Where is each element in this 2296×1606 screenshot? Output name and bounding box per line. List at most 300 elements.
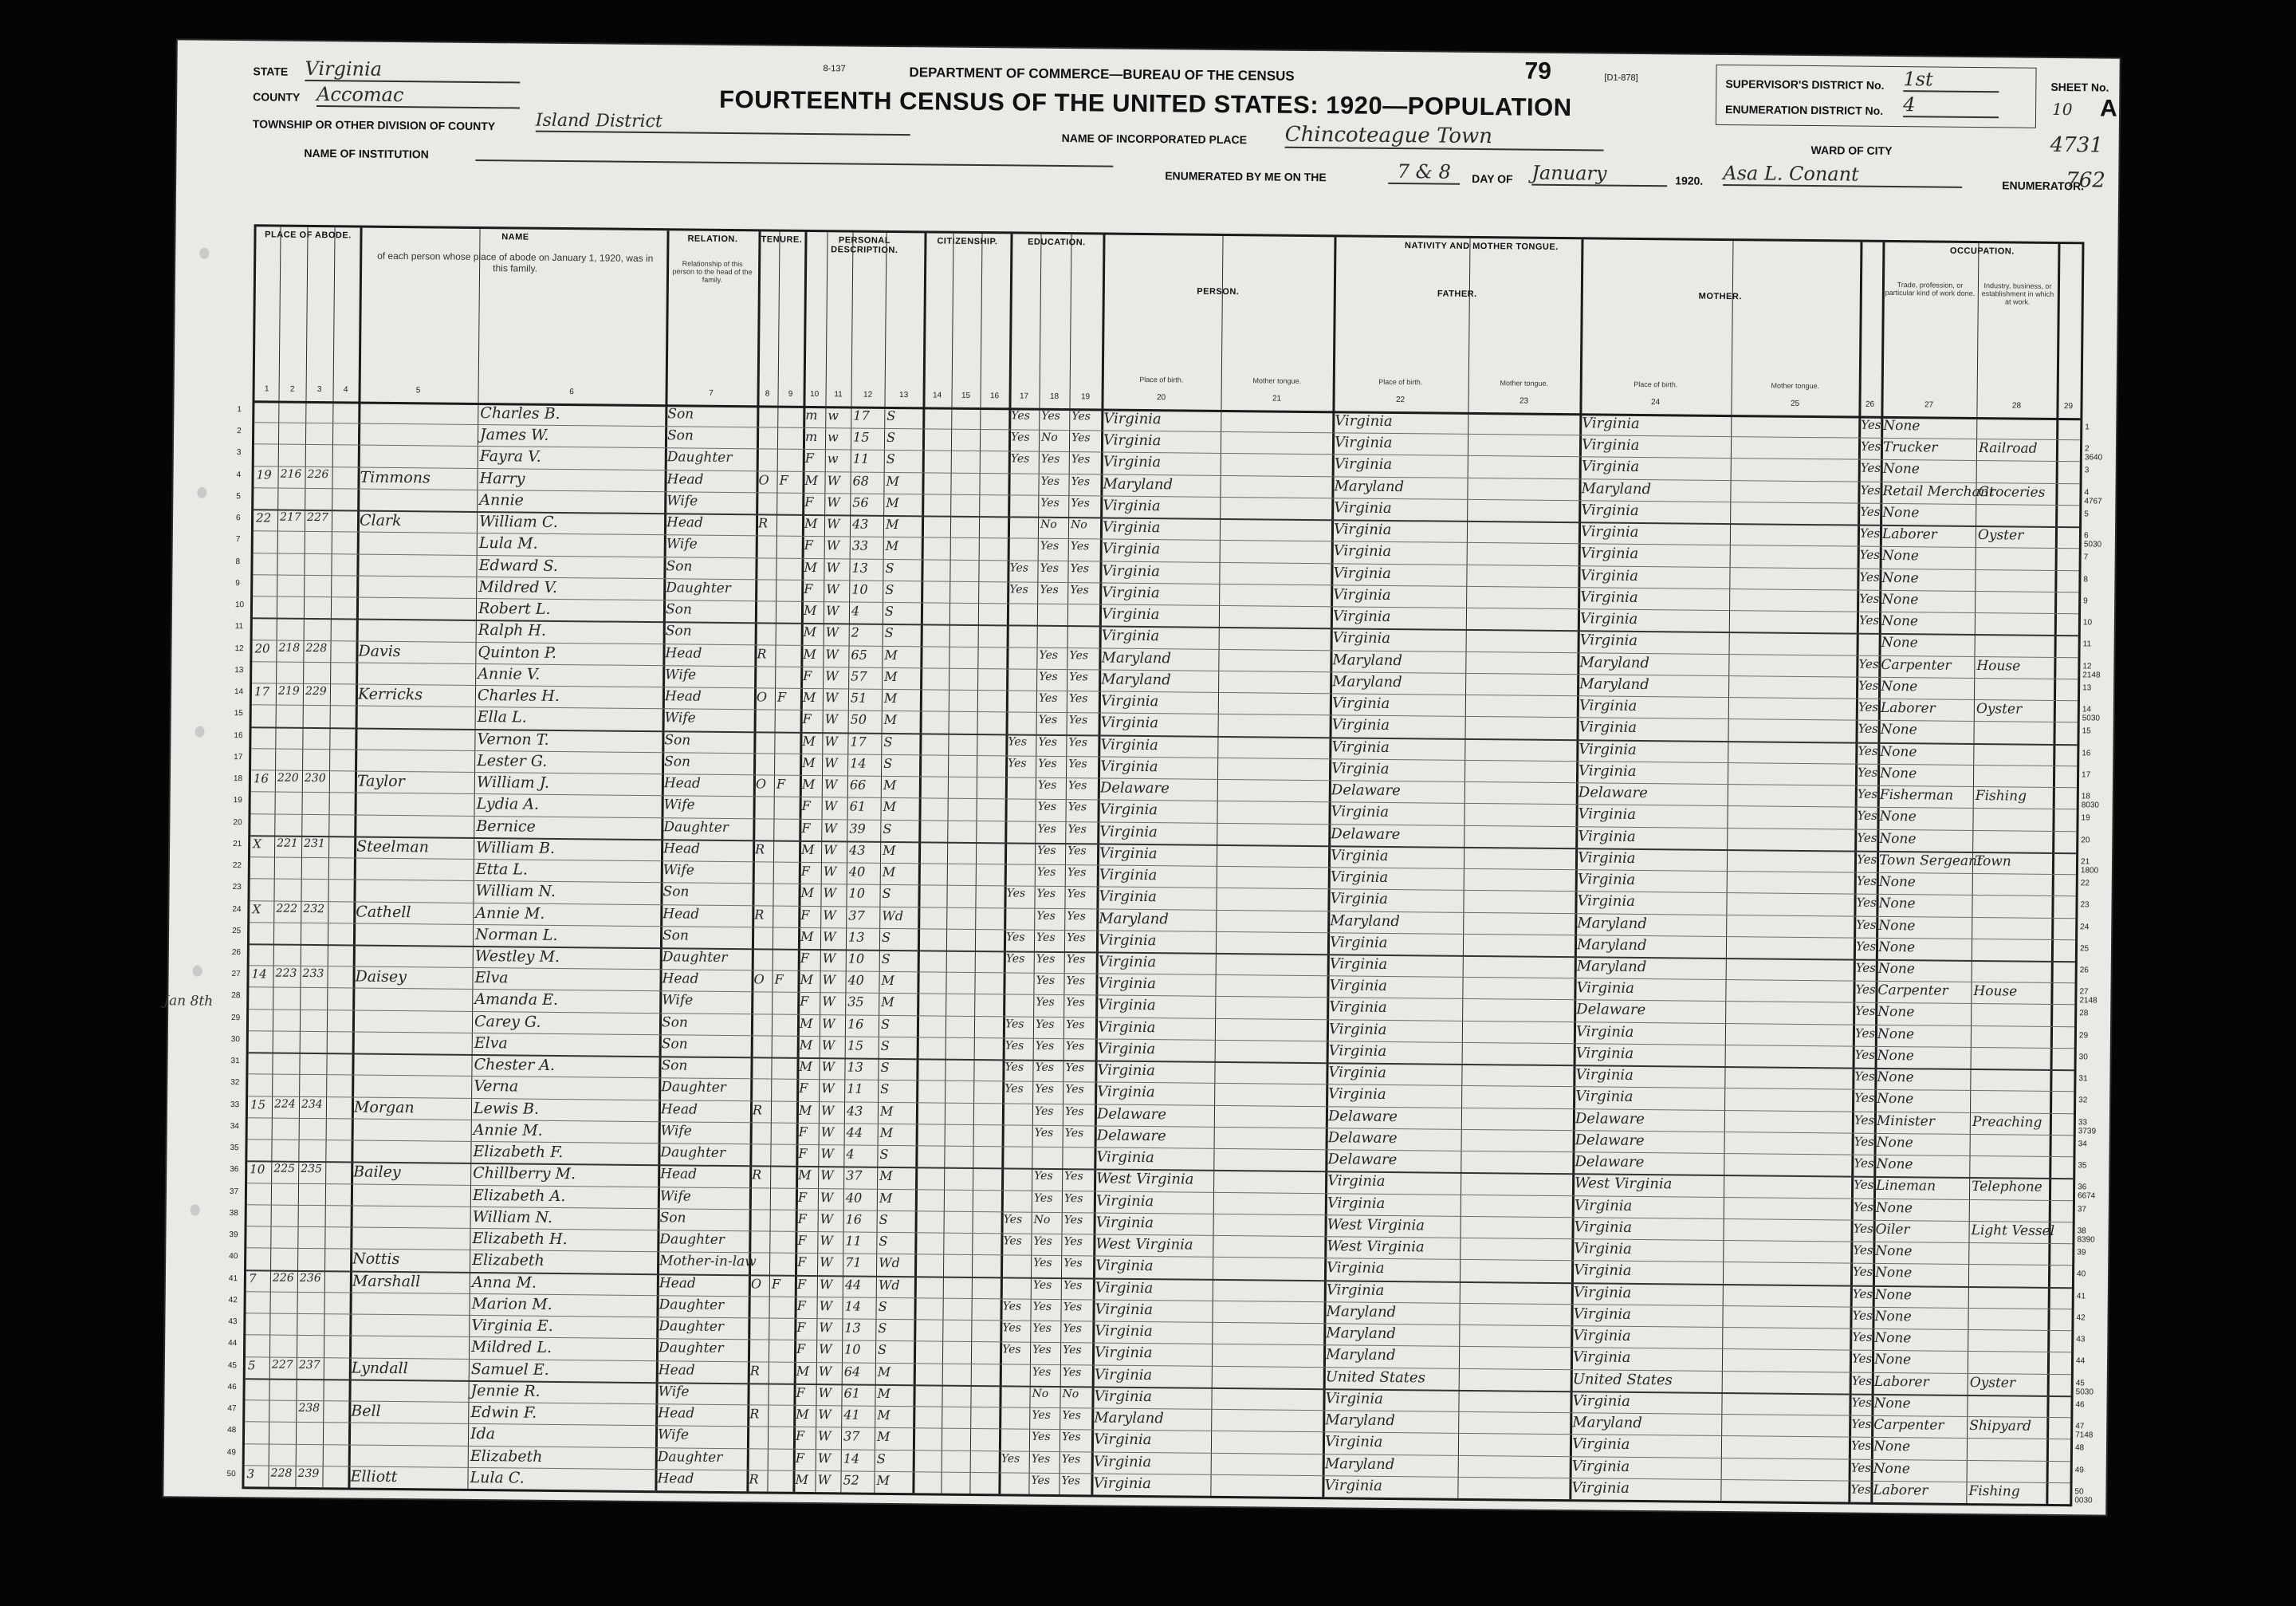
cell-name: Elva — [474, 1033, 508, 1053]
cell-dwell: 220 — [277, 771, 299, 785]
cell-race: W — [823, 885, 837, 901]
cell-write: Yes — [1067, 801, 1087, 814]
cell-read: Yes — [1034, 1126, 1054, 1140]
cell-mar: M — [883, 799, 897, 815]
cell-sex: M — [798, 1167, 812, 1183]
cell-age: 40 — [848, 864, 866, 880]
cell-trade: Town Sergeant — [1878, 852, 1983, 869]
cell-mar: M — [879, 1168, 893, 1184]
cell-write: Yes — [1063, 1278, 1083, 1292]
cell-name: Lewis B. — [473, 1099, 540, 1118]
row-number: 48 — [227, 1426, 237, 1435]
cell-read: Yes — [1038, 735, 1057, 749]
cell-mar: M — [883, 712, 898, 728]
cell-street: 7 — [248, 1270, 257, 1285]
cell-trade: None — [1882, 461, 1920, 478]
cell-mar: S — [883, 821, 892, 836]
cell-name: Anna M. — [471, 1273, 537, 1292]
cell-surname: Bailey — [353, 1163, 401, 1182]
cell-rel: Son — [665, 601, 692, 618]
cell-birth: Virginia — [1101, 605, 1160, 624]
cell-fbirth: Virginia — [1329, 998, 1387, 1017]
row-number: 20 — [233, 817, 242, 827]
punch-hole — [193, 966, 202, 977]
cell-read: Yes — [1036, 952, 1056, 966]
cell-own: O — [756, 689, 768, 705]
cell-eng: Yes — [1853, 1242, 1873, 1258]
cell-name: Robert L. — [478, 600, 551, 619]
cell-trade: None — [1876, 1156, 1913, 1173]
cell-read: Yes — [1033, 1234, 1052, 1249]
father-tongue-header: Mother tongue. — [1500, 379, 1549, 388]
cell-name: Marion M. — [471, 1294, 552, 1313]
cell-name: William C. — [478, 513, 558, 532]
cell-trade: None — [1877, 1069, 1914, 1086]
cell-trade: None — [1879, 765, 1917, 782]
department-heading: DEPARTMENT OF COMMERCE—BUREAU OF THE CENSUS — [909, 65, 1295, 84]
cell-fbirth: Virginia — [1333, 586, 1391, 604]
cell-mbirth: Delaware — [1576, 1001, 1646, 1019]
cell-read: Yes — [1039, 648, 1059, 662]
cell-race: W — [823, 864, 837, 880]
cell-name: Mildred L. — [470, 1338, 552, 1357]
cell-sex: M — [799, 1059, 812, 1075]
cell-mar: Wd — [878, 1277, 900, 1293]
cell-eng: Yes — [1854, 1069, 1875, 1084]
cell-fbirth: Maryland — [1326, 1303, 1397, 1321]
cell-race: W — [826, 537, 840, 553]
cell-write: Yes — [1063, 1191, 1083, 1205]
cell-street: 14 — [251, 966, 267, 982]
cell-rel: Daughter — [666, 449, 733, 466]
cell-read: Yes — [1032, 1321, 1052, 1336]
cell-street: 5 — [247, 1357, 256, 1372]
cell-school: Yes — [1002, 1321, 1021, 1335]
cell-eng: Yes — [1851, 1351, 1873, 1367]
cell-birth: Virginia — [1099, 844, 1158, 862]
cell-write: Yes — [1070, 540, 1090, 553]
cell-read: Yes — [1038, 691, 1058, 706]
cell-street: 15 — [250, 1096, 266, 1112]
cell-mort: F — [779, 472, 788, 488]
column-number: 27 — [1924, 400, 1934, 410]
cell-name: Virginia E. — [471, 1317, 553, 1336]
cell-age: 44 — [846, 1124, 863, 1140]
row-number: 8 — [235, 557, 241, 566]
cell-write: Yes — [1071, 497, 1090, 510]
cell-surname: Cathell — [356, 903, 411, 921]
cell-fam: 229 — [305, 685, 327, 699]
cell-fbirth: Virginia — [1334, 455, 1393, 474]
group-mother: MOTHER. — [1698, 291, 1742, 302]
cell-sex: F — [800, 907, 810, 923]
cell-eng: Yes — [1851, 1395, 1872, 1410]
cell-rel: Daughter — [663, 818, 729, 836]
cell-age: 13 — [844, 1320, 861, 1336]
cell-mar: S — [885, 581, 894, 597]
group-father: FATHER. — [1437, 289, 1477, 300]
cell-mar: S — [879, 1211, 888, 1227]
cell-race: W — [818, 1363, 832, 1379]
row-number-right: 15 — [2082, 726, 2091, 736]
cell-fam: 226 — [307, 467, 329, 481]
cell-race: W — [819, 1341, 832, 1357]
cell-mbirth: Virginia — [1572, 1348, 1631, 1367]
cell-trade: None — [1875, 1199, 1913, 1216]
cell-read: Yes — [1038, 714, 1058, 727]
enumerated-label: ENUMERATED BY ME ON THE — [1165, 169, 1327, 184]
cell-fbirth: Virginia — [1330, 868, 1389, 887]
cell-mar: M — [876, 1429, 890, 1445]
row-number-right: 34 — [2078, 1140, 2087, 1149]
cell-mar: M — [886, 473, 900, 489]
row-number: 21 — [233, 839, 242, 848]
cell-fbirth: Delaware — [1327, 1151, 1398, 1169]
cell-age: 44 — [844, 1277, 862, 1293]
cell-rel: Son — [661, 1036, 688, 1053]
cell-mbirth: Virginia — [1574, 1196, 1633, 1214]
cell-surname: Nottis — [352, 1250, 400, 1269]
cell-sex: M — [804, 559, 817, 575]
cell-rel: Daughter — [657, 1448, 723, 1466]
cell-fbirth: Virginia — [1325, 1390, 1384, 1407]
month-value: January — [1531, 162, 1667, 187]
cell-name: Verna — [474, 1077, 519, 1096]
row-number-right: 45 5030 — [2075, 1378, 2094, 1397]
institution-label: NAME OF INSTITUTION — [304, 146, 429, 161]
cell-eng: Yes — [1854, 1025, 1876, 1041]
person-birth-header: Place of birth. — [1139, 375, 1184, 384]
cell-mbirth: Virginia — [1575, 1045, 1634, 1062]
cell-age: 65 — [851, 647, 867, 663]
cell-trade: Laborer — [1873, 1482, 1928, 1499]
cell-age: 37 — [843, 1428, 860, 1444]
cell-surname: Elliott — [350, 1467, 398, 1486]
cell-race: w — [827, 429, 839, 445]
cell-race: W — [820, 1233, 833, 1249]
cell-mar: S — [878, 1320, 887, 1336]
cell-mbirth: Virginia — [1573, 1262, 1632, 1280]
cell-mbirth: Virginia — [1580, 566, 1638, 585]
cell-age: 16 — [845, 1211, 863, 1227]
cell-write: Yes — [1067, 844, 1087, 858]
cell-birth: Virginia — [1095, 1192, 1154, 1210]
cell-ind: Oyster — [1977, 527, 2024, 544]
cell-name: Samuel E. — [470, 1360, 549, 1379]
cell-eng: Yes — [1854, 1047, 1875, 1062]
cell-birth: Delaware — [1096, 1105, 1167, 1123]
cell-birth: Virginia — [1103, 497, 1161, 515]
cell-mbirth: Maryland — [1576, 936, 1647, 954]
cell-name: Vernon T. — [477, 730, 549, 749]
cell-ind: House — [1973, 983, 2018, 1000]
cell-birth: Virginia — [1098, 996, 1156, 1014]
cell-mar: S — [881, 929, 891, 945]
cell-age: 11 — [847, 1081, 863, 1097]
cell-race: W — [824, 755, 838, 771]
cell-own: R — [749, 1471, 759, 1487]
row-number: 18 — [233, 774, 243, 784]
cell-name: William B. — [476, 838, 556, 857]
cell-sex: M — [796, 1363, 810, 1379]
cell-write: No — [1062, 1387, 1079, 1401]
cell-own: R — [757, 645, 767, 662]
cell-trade: None — [1879, 830, 1917, 847]
cell-mar: S — [879, 1147, 889, 1163]
cell-street: 22 — [255, 510, 272, 525]
group-name: NAME — [501, 232, 529, 242]
cell-race: W — [824, 798, 838, 814]
cell-read: Yes — [1040, 453, 1060, 466]
cell-mbirth: Virginia — [1573, 1283, 1632, 1301]
cell-read: Yes — [1035, 1018, 1055, 1031]
column-number: 29 — [2063, 402, 2074, 411]
cell-fam: 232 — [303, 902, 325, 915]
cell-mar: M — [884, 668, 898, 684]
cell-read: Yes — [1040, 583, 1059, 596]
cell-sex: F — [801, 798, 811, 814]
cell-write: Yes — [1066, 974, 1086, 988]
cell-ind: Railroad — [1978, 440, 2038, 458]
cell-race: W — [824, 733, 838, 749]
cell-age: 43 — [846, 1103, 863, 1119]
cell-name: Elva — [474, 969, 509, 987]
cell-name: Ida — [470, 1425, 496, 1443]
cell-race: W — [825, 603, 839, 619]
cell-mbirth: Virginia — [1578, 827, 1636, 845]
cell-own: R — [757, 515, 769, 531]
cell-own: R — [749, 1362, 760, 1378]
cell-rel: Wife — [657, 1427, 690, 1443]
cell-age: 40 — [845, 1190, 863, 1206]
cell-eng: Yes — [1858, 699, 1879, 714]
name-column-description: of each person whose place of abode on January 1, 1920, was in this family. — [377, 250, 654, 274]
cell-school: Yes — [1011, 409, 1030, 423]
cell-birth: Virginia — [1102, 584, 1160, 602]
cell-school: Yes — [1003, 1234, 1022, 1248]
cell-age: 13 — [847, 929, 865, 945]
row-number-right: 19 — [2081, 813, 2090, 823]
cell-fam: 235 — [301, 1163, 323, 1176]
day-of-label: DAY OF — [1472, 171, 1513, 186]
row-number-right: 3 — [2084, 466, 2090, 475]
cell-school: Yes — [1009, 561, 1029, 575]
cell-birth: Virginia — [1095, 1257, 1154, 1275]
row-number-right: 22 — [2080, 879, 2090, 888]
cell-own: R — [752, 1167, 762, 1183]
cell-sex: M — [798, 1102, 812, 1118]
cell-fbirth: Virginia — [1327, 1194, 1386, 1212]
township-label: TOWNSHIP OR OTHER DIVISION OF COUNTY — [252, 117, 496, 133]
row-number-right: 12 2148 — [2082, 661, 2101, 680]
cell-fbirth: Virginia — [1331, 716, 1390, 734]
row-number: 41 — [228, 1273, 238, 1283]
row-number: 44 — [228, 1339, 238, 1348]
cell-birth: Virginia — [1095, 1279, 1154, 1297]
cell-eng: Yes — [1855, 960, 1877, 975]
cell-race: W — [818, 1407, 832, 1423]
supervisor-value: 1st — [1903, 68, 1999, 93]
cell-eng: Yes — [1859, 548, 1880, 563]
row-number: 42 — [228, 1295, 238, 1305]
cell-school: Yes — [1005, 1082, 1024, 1096]
group-abode: PLACE OF ABODE. — [265, 230, 352, 241]
cell-write: Yes — [1071, 431, 1091, 445]
column-number: 19 — [1080, 392, 1091, 402]
cell-race: W — [821, 1015, 835, 1032]
cell-fbirth: Maryland — [1330, 911, 1400, 930]
column-number: 20 — [1156, 393, 1166, 403]
cell-sex: m — [805, 407, 818, 423]
cell-eng: Yes — [1850, 1438, 1872, 1454]
cell-own: O — [755, 776, 767, 792]
cell-mar: M — [884, 647, 898, 663]
cell-trade: None — [1880, 722, 1917, 738]
cell-trade: Carpenter — [1873, 1416, 1944, 1434]
cell-mar: S — [881, 951, 890, 966]
column-number: 25 — [1790, 399, 1800, 408]
cell-sex: F — [796, 1319, 806, 1336]
cell-school: Yes — [1005, 931, 1025, 944]
cell-fbirth: Maryland — [1334, 478, 1405, 495]
cell-mbirth: Virginia — [1580, 588, 1638, 606]
cell-race: W — [827, 494, 840, 510]
cell-rel: Son — [665, 623, 692, 640]
cell-birth: Virginia — [1097, 1083, 1155, 1101]
cell-eng: Yes — [1850, 1460, 1872, 1475]
cell-mort: F — [776, 776, 786, 792]
cell-age: 2 — [851, 624, 860, 640]
row-number: 36 — [230, 1165, 239, 1175]
cell-name: Annie M. — [473, 1120, 543, 1140]
row-number-right: 37 — [2077, 1204, 2087, 1214]
cell-mbirth: Virginia — [1577, 849, 1636, 867]
cell-mar: M — [881, 994, 894, 1010]
cell-write: Yes — [1067, 822, 1087, 836]
row-number-right: 24 — [2080, 922, 2090, 931]
cell-mar: S — [884, 604, 894, 620]
cell-read: Yes — [1035, 1061, 1055, 1075]
cell-eng: Yes — [1852, 1286, 1873, 1301]
sheet-letter: A — [2099, 95, 2117, 122]
cell-fbirth: Virginia — [1330, 847, 1389, 864]
cell-fam: 237 — [298, 1358, 320, 1372]
cell-trade: None — [1874, 1329, 1912, 1347]
cell-read: Yes — [1032, 1278, 1052, 1292]
cell-mbirth: Virginia — [1571, 1457, 1630, 1475]
cell-race: W — [819, 1276, 833, 1292]
cell-mort: F — [774, 971, 784, 987]
cell-name: Edward S. — [478, 556, 558, 575]
cell-birth: Delaware — [1099, 779, 1170, 797]
cell-birth: Virginia — [1102, 518, 1161, 537]
cell-read: Yes — [1037, 844, 1056, 857]
margin-note: Jan 8th — [163, 993, 214, 1010]
mother-birth-header: Place of birth. — [1634, 380, 1678, 389]
cell-read: Yes — [1040, 540, 1060, 553]
cell-read: Yes — [1033, 1191, 1053, 1205]
cell-read: No — [1040, 518, 1057, 532]
cell-age: 14 — [844, 1298, 862, 1314]
cell-fbirth: Virginia — [1329, 934, 1388, 951]
cell-write: Yes — [1061, 1452, 1081, 1466]
cell-mbirth: Virginia — [1578, 805, 1637, 824]
cell-trade: Laborer — [1873, 1373, 1929, 1391]
ward-value: 4731 — [2050, 132, 2103, 158]
row-number-right: 25 — [2079, 944, 2090, 954]
cell-rel: Head — [662, 905, 700, 923]
row-number: 14 — [234, 687, 244, 697]
row-number-right: 38 8390 — [2077, 1226, 2095, 1245]
cell-read: Yes — [1041, 409, 1060, 423]
cell-dwell: 222 — [276, 902, 298, 915]
cell-write: Yes — [1063, 1344, 1082, 1357]
column-number: 14 — [932, 391, 942, 400]
cell-birth: Virginia — [1095, 1214, 1154, 1232]
cell-trade: None — [1881, 613, 1919, 630]
row-number-right: 8 — [2083, 575, 2089, 585]
person-tongue-header: Mother tongue. — [1252, 376, 1302, 385]
cell-read: No — [1033, 1213, 1051, 1226]
cell-dwell: 226 — [272, 1271, 294, 1285]
row-number-right: 42 — [2076, 1313, 2086, 1323]
cell-race: W — [826, 581, 839, 597]
cell-trade: Lineman — [1876, 1178, 1936, 1195]
cell-trade: None — [1877, 1025, 1915, 1043]
cell-age: 17 — [853, 407, 870, 423]
cell-birth: Maryland — [1099, 910, 1169, 927]
cell-ind: Fishing — [1975, 788, 2027, 805]
cell-sex: M — [803, 624, 817, 640]
cell-fbirth: West Virginia — [1327, 1216, 1425, 1234]
cell-birth: Virginia — [1096, 1148, 1154, 1167]
cell-race: W — [819, 1320, 832, 1336]
cell-school: Yes — [1002, 1343, 1021, 1356]
cell-race: W — [820, 1167, 834, 1183]
cell-age: 13 — [847, 1059, 863, 1075]
cell-mar: M — [879, 1103, 894, 1119]
enumerator-value: Asa L. Conant — [1723, 162, 1962, 188]
row-number: 46 — [227, 1382, 237, 1391]
cell-race: W — [820, 1102, 835, 1118]
cell-eng: Yes — [1858, 765, 1878, 780]
cell-birth: Maryland — [1103, 475, 1174, 494]
cell-mbirth: Maryland — [1581, 479, 1652, 498]
cell-sex: M — [804, 472, 819, 488]
cell-eng: Yes — [1859, 591, 1880, 606]
cell-birth: Virginia — [1097, 1061, 1155, 1080]
cell-age: 61 — [849, 798, 867, 814]
cell-mar: S — [878, 1342, 887, 1358]
cell-mort: F — [776, 689, 787, 705]
cell-eng: Yes — [1854, 1155, 1874, 1171]
row-number: 4 — [236, 470, 242, 479]
cell-name: Charles H. — [477, 687, 560, 706]
cell-eng: Yes — [1851, 1416, 1872, 1431]
row-number: 35 — [230, 1143, 239, 1153]
cell-mbirth: United States — [1572, 1370, 1673, 1388]
cell-name: Harry — [479, 469, 525, 488]
column-number: 8 — [765, 389, 770, 399]
cell-dwell: 219 — [277, 684, 300, 698]
cell-fbirth: Virginia — [1334, 434, 1393, 452]
cell-race: W — [821, 1037, 835, 1053]
cell-write: Yes — [1063, 1235, 1083, 1249]
cell-read: Yes — [1035, 1083, 1054, 1096]
cell-age: 64 — [843, 1363, 861, 1380]
cell-trade: Fisherman — [1879, 786, 1954, 804]
cell-ind: Light Vessel — [1971, 1222, 2055, 1239]
